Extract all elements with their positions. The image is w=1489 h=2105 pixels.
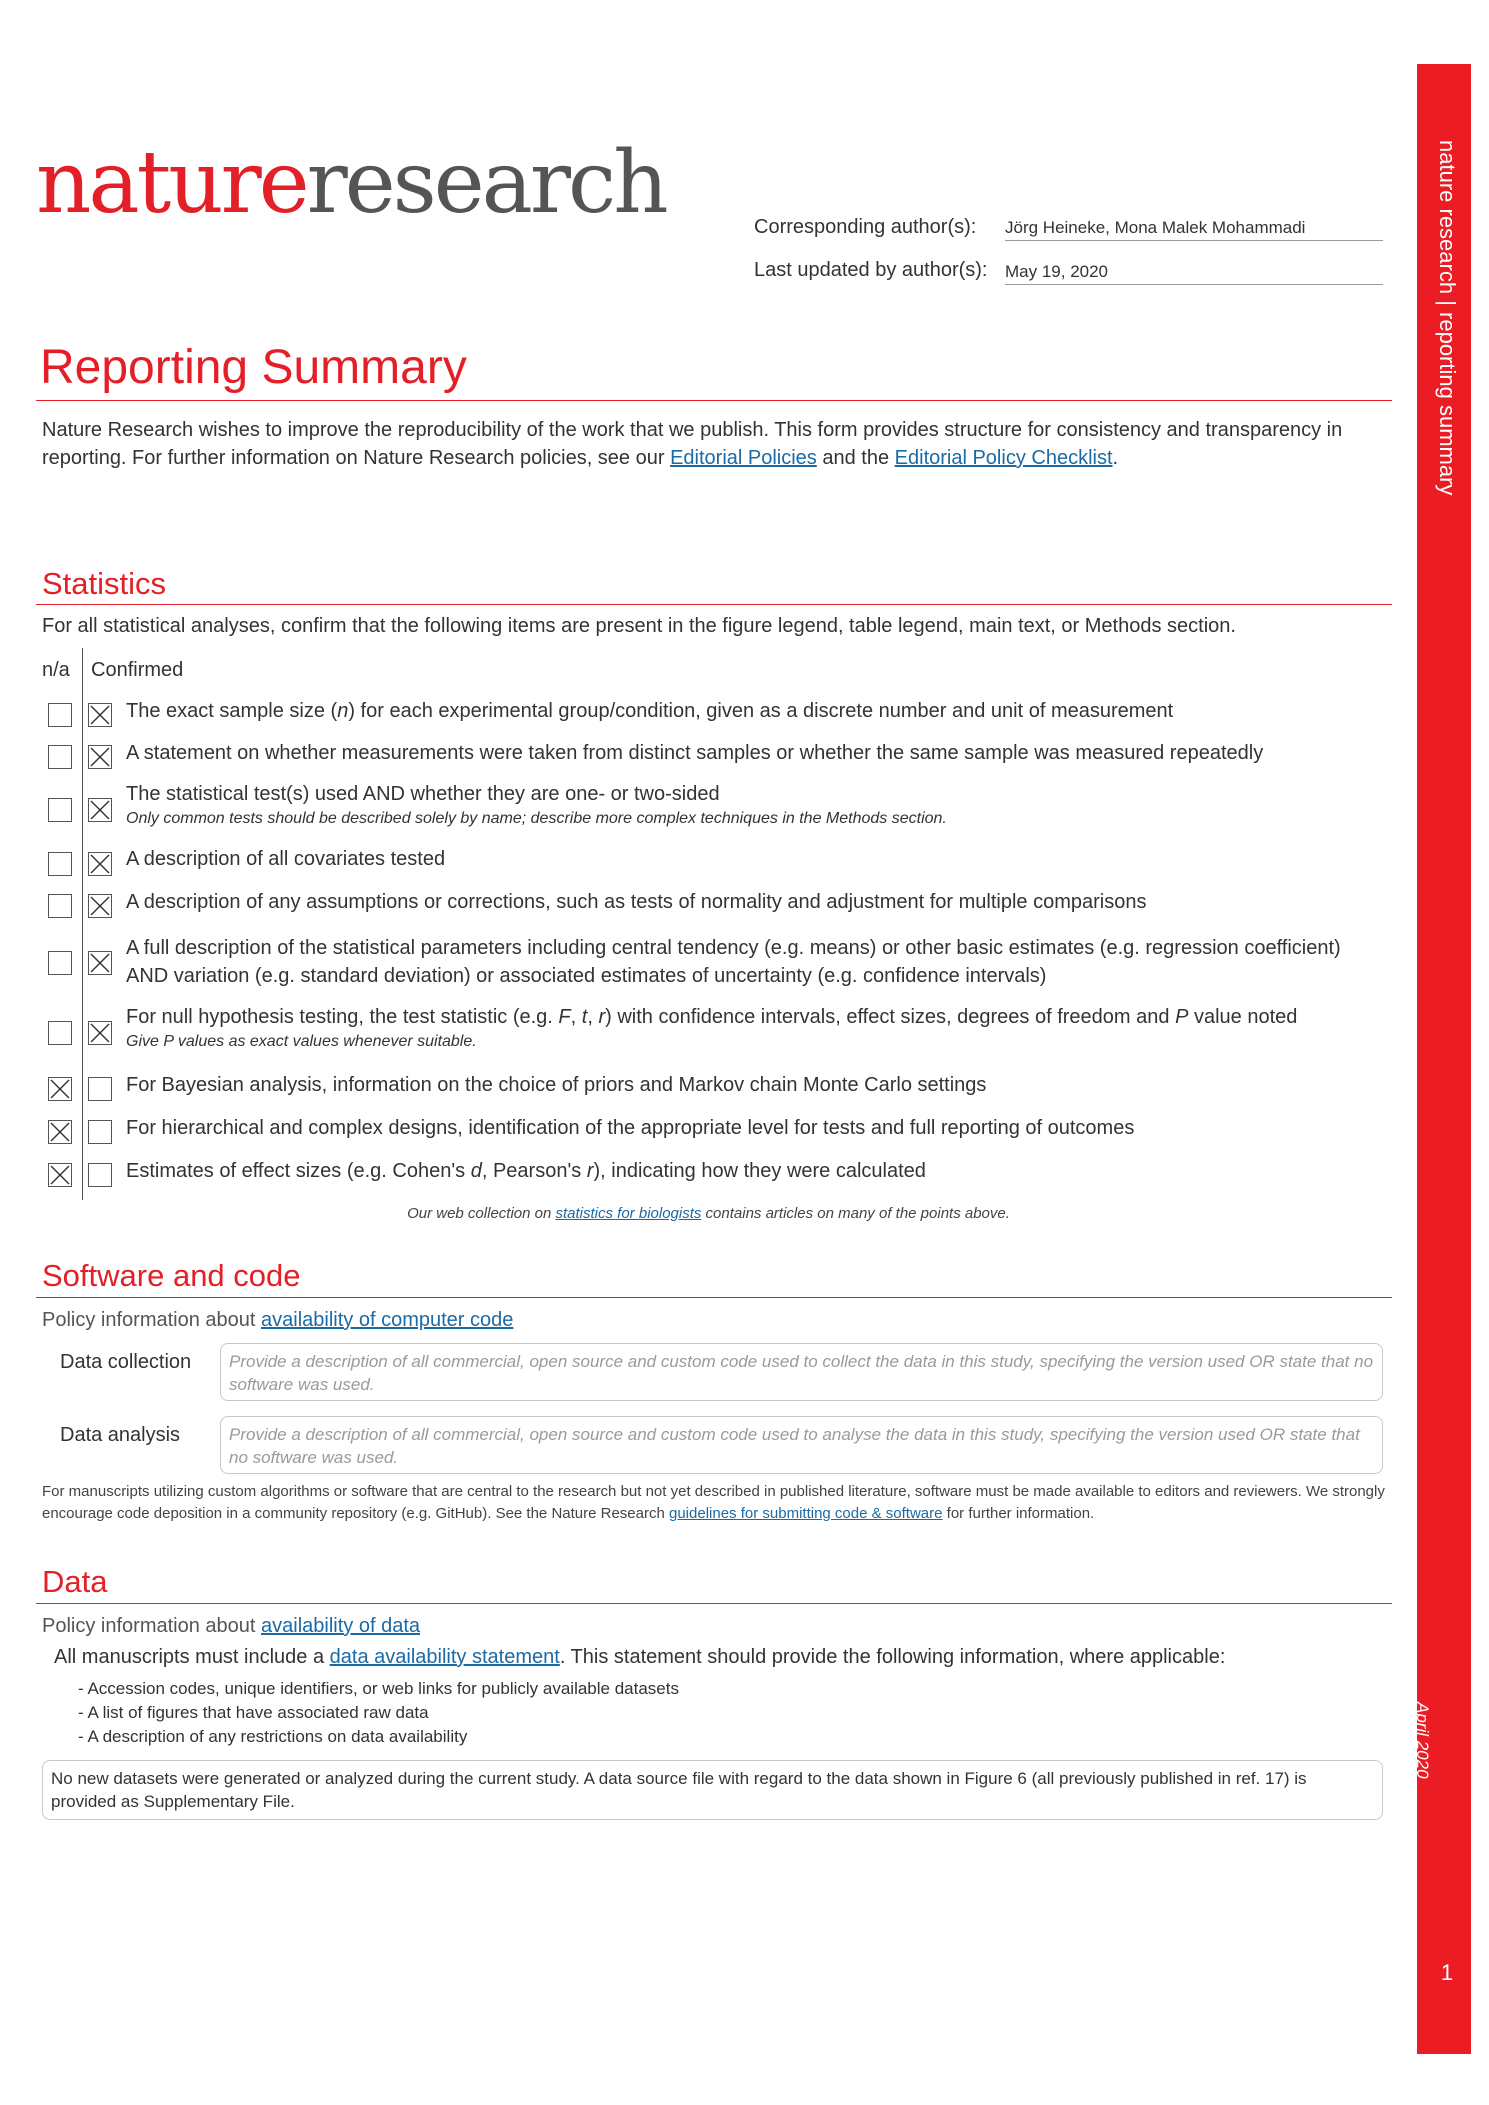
col-confirmed-header: Confirmed [91, 659, 184, 681]
na-checkbox-0[interactable] [48, 703, 72, 727]
checklist-item-6: For null hypothesis testing, the test statistic (e.g. F, t, r) with confidence intervals, effect sizes, degrees of freedom and P value noted Give P values as exact values whenever suitable. [126, 1006, 1298, 1050]
statistics-lead: For all statistical analyses, confirm that the following items are present in the figure legend, table legend, main text, or Methods section. [42, 615, 1236, 637]
corresponding-author-field[interactable]: Jörg Heineke, Mona Malek Mohammadi [1005, 218, 1383, 241]
data-availability-answer[interactable]: No new datasets were generated or analyzed during the current study. A data source file with regard to the data shown in Figure 6 (all previously published in ref. 17) is provided as Supplementary File. [42, 1760, 1383, 1820]
confirmed-checkbox-2[interactable] [88, 798, 112, 822]
logo-word-nature: nature [36, 133, 307, 233]
checklist-item-5: A full description of the statistical parameters including central tendency (e.g. means) or other basic estimates (e.g. regression coefficient) AND variation (e.g. standard deviation) or associated estimates of uncertainty (e.g. confidence intervals) [126, 937, 1341, 987]
statistics-footer: Our web collection on statistics for biologists contains articles on many of the points above. [407, 1205, 1010, 1222]
confirmed-checkbox-0[interactable] [88, 703, 112, 727]
sidebar-date: April 2020 [1413, 1702, 1432, 1779]
list-item: - A list of figures that have associated raw data [78, 1703, 429, 1722]
checklist-item-0: The exact sample size (n) for each experimental group/condition, given as a discrete number and unit of measurement [126, 700, 1174, 722]
software-note: For manuscripts utilizing custom algorithms or software that are central to the research but not yet described in published literature, software must be made available to editors and reviewers. We strongly encourage code deposition in a community repository (e.g. GitHub). See the Nature Research guidelines for submitting code & software for further information. [42, 1483, 1385, 1522]
statistics-for-biologists-link[interactable]: statistics for biologists [555, 1205, 702, 1222]
checklist-item-4: A description of any assumptions or corrections, such as tests of normality and adjustment for multiple comparisons [126, 891, 1147, 913]
data-policy: Policy information about availability of data [42, 1615, 420, 1637]
data-statement-requirement: All manuscripts must include a data availability statement. This statement should provide the following information, where applicable: [54, 1646, 1226, 1668]
checklist-item-8: For hierarchical and complex designs, identification of the appropriate level for tests and full reporting of outcomes [126, 1117, 1135, 1139]
checklist-item-3: A description of all covariates tested [126, 848, 446, 870]
editorial-policies-link[interactable]: Editorial Policies [670, 447, 817, 469]
list-item: - A description of any restrictions on data availability [78, 1727, 468, 1746]
code-guidelines-link[interactable]: guidelines for submitting code & software [669, 1505, 943, 1522]
statistics-rule [36, 604, 1392, 605]
software-policy: Policy information about availability of computer code [42, 1309, 514, 1331]
confirmed-checkbox-3[interactable] [88, 852, 112, 876]
na-checkbox-8[interactable] [48, 1120, 72, 1144]
availability-of-data-link[interactable]: availability of data [261, 1615, 420, 1637]
data-analysis-field[interactable]: Provide a description of all commercial, open source and custom code used to analyse the data in this study, specifying the version used OR state that no software was used. [220, 1416, 1383, 1474]
last-updated-label: Last updated by author(s): [754, 259, 988, 281]
na-checkbox-5[interactable] [48, 951, 72, 975]
data-rule [36, 1603, 1392, 1604]
confirmed-checkbox-7[interactable] [88, 1077, 112, 1101]
software-heading: Software and code [42, 1258, 301, 1293]
last-updated-field[interactable]: May 19, 2020 [1005, 262, 1383, 285]
column-divider [82, 648, 83, 1200]
data-collection-field[interactable]: Provide a description of all commercial, open source and custom code used to collect the data in this study, specifying the version used OR state that no software was used. [220, 1343, 1383, 1401]
nature-research-logo [36, 133, 666, 233]
intro-text: Nature Research wishes to improve the reproducibility of the work that we publish. This form provides structure for consistency and transparency in reporting. For further information on Nature Research policies, see our [42, 419, 1343, 469]
data-requirements-list [78, 1677, 679, 1749]
col-na-header: n/a [42, 659, 70, 681]
computer-code-link[interactable]: availability of computer code [261, 1309, 514, 1331]
software-rule [36, 1297, 1392, 1298]
page-number: 1 [1440, 1960, 1454, 1985]
data-availability-statement-link[interactable]: data availability statement [329, 1646, 560, 1668]
confirmed-checkbox-6[interactable] [88, 1021, 112, 1045]
na-checkbox-1[interactable] [48, 745, 72, 769]
data-heading: Data [42, 1564, 108, 1599]
na-checkbox-2[interactable] [48, 798, 72, 822]
data-collection-label: Data collection [60, 1351, 192, 1373]
statistics-heading: Statistics [42, 566, 167, 601]
intro-end: . [1112, 447, 1119, 469]
confirmed-checkbox-9[interactable] [88, 1163, 112, 1187]
sidebar-title: nature research | reporting summary [1435, 140, 1460, 496]
checklist-item-2: The statistical test(s) used AND whether they are one- or two-sided Only common tests should be described solely by name; describe more complex techniques in the Methods section. [126, 783, 947, 827]
list-item: - Accession codes, unique identifiers, or web links for publicly available datasets [78, 1679, 679, 1698]
intro-mid: and the [816, 447, 895, 469]
editorial-policy-checklist-link[interactable]: Editorial Policy Checklist [894, 447, 1113, 469]
page-title: Reporting Summary [40, 341, 467, 394]
na-checkbox-3[interactable] [48, 852, 72, 876]
confirmed-checkbox-4[interactable] [88, 894, 112, 918]
na-checkbox-7[interactable] [48, 1077, 72, 1101]
confirmed-checkbox-1[interactable] [88, 745, 112, 769]
data-analysis-label: Data analysis [60, 1424, 181, 1446]
checklist-item-9: Estimates of effect sizes (e.g. Cohen's d, Pearson's r), indicating how they were calculated [126, 1160, 926, 1182]
na-checkbox-4[interactable] [48, 894, 72, 918]
corresponding-author-label: Corresponding author(s): [754, 216, 977, 238]
checklist-item-7: For Bayesian analysis, information on the choice of priors and Markov chain Monte Carlo settings [126, 1074, 987, 1096]
confirmed-checkbox-8[interactable] [88, 1120, 112, 1144]
na-checkbox-9[interactable] [48, 1163, 72, 1187]
intro-paragraph [42, 416, 1387, 472]
checklist-item-1: A statement on whether measurements were taken from distinct samples or whether the same sample was measured repeatedly [126, 742, 1264, 764]
logo-word-research: research [306, 133, 666, 233]
na-checkbox-6[interactable] [48, 1021, 72, 1045]
confirmed-checkbox-5[interactable] [88, 951, 112, 975]
title-rule [36, 400, 1392, 401]
